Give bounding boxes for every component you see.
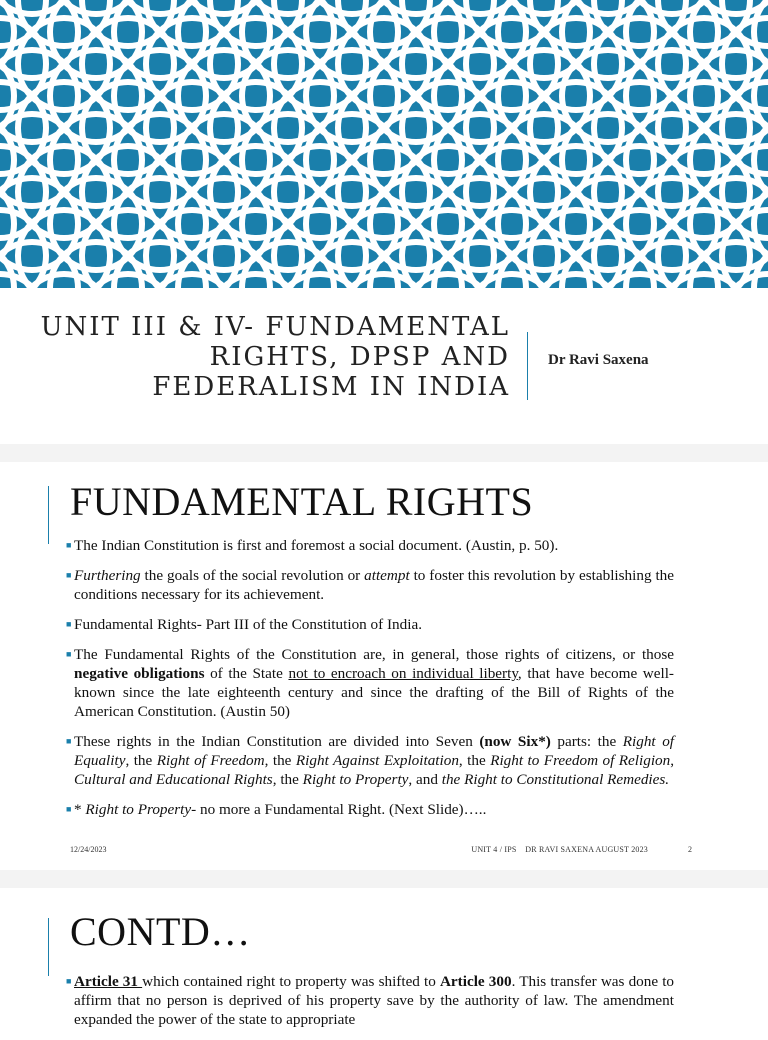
bullet-text: , the bbox=[125, 752, 157, 769]
pattern-ring bbox=[370, 242, 462, 288]
bullet-text: which contained right to property was shifted to bbox=[142, 973, 440, 990]
bullet-list bbox=[66, 536, 674, 830]
pattern-ring bbox=[530, 0, 622, 46]
pattern-ring bbox=[722, 18, 768, 110]
bullet-item bbox=[66, 972, 674, 1029]
title-banner bbox=[0, 0, 768, 288]
bullet-marker-icon: ■ bbox=[66, 804, 72, 814]
author-name: Dr Ravi Saxena bbox=[548, 352, 649, 368]
bullet-text: Article 31 bbox=[74, 973, 143, 990]
bullet-text: . This transfer was done to affirm that no person is deprived of his property save by the authority of law. The amendment expanded the power of the state to appropriate bbox=[74, 973, 675, 1028]
pattern-ring bbox=[210, 0, 302, 46]
bullet-text: attempt bbox=[364, 567, 410, 584]
pattern-ring bbox=[178, 242, 270, 288]
bullet-text: Right of Equality bbox=[74, 733, 675, 769]
bullet-text: not to encroach on individual liberty bbox=[288, 665, 518, 682]
bullet-item bbox=[66, 536, 674, 555]
presentation-title bbox=[30, 312, 510, 402]
bullet-text: the goals of the social revolution or bbox=[140, 567, 365, 584]
pattern-ring bbox=[18, 0, 110, 46]
bullet-text: Right to Property bbox=[302, 771, 409, 788]
slide-footer bbox=[0, 845, 768, 857]
bullet-text: (now Six*) bbox=[479, 733, 551, 750]
bullet-text: Fundamental Rights- Part III of the Constitution of India. bbox=[74, 616, 422, 633]
bullet-text: the Right to Constitutional Remedies. bbox=[441, 771, 670, 788]
pattern-ring bbox=[594, 0, 686, 46]
bullet-text: The Indian Constitution is first and foremost a social document. (Austin, p. 50). bbox=[74, 537, 559, 554]
bullet-marker-icon: ■ bbox=[66, 736, 72, 746]
bullet-text: , and bbox=[408, 771, 442, 788]
bullet-text: * bbox=[74, 801, 86, 818]
footer-page-number: 2 bbox=[688, 845, 692, 854]
title-divider bbox=[527, 332, 528, 400]
title-line-1: UNIT III & IV- FUNDAMENTAL bbox=[40, 312, 510, 342]
bullet-text: Furthering bbox=[74, 567, 141, 584]
pattern-ring bbox=[0, 146, 46, 238]
bullet-marker-icon: ■ bbox=[66, 976, 72, 986]
pattern-ring bbox=[242, 242, 334, 288]
slide-separator bbox=[0, 870, 768, 888]
pattern-ring bbox=[146, 0, 238, 46]
pattern-ring bbox=[562, 242, 654, 288]
pattern-ring bbox=[722, 82, 768, 174]
title-line-2: RIGHTS, DPSP AND bbox=[209, 342, 510, 372]
bullet-text: , the bbox=[272, 771, 303, 788]
bullet-text: , that have become well-known since the late eighteenth century and since the drafting of the Bill of Rights of the American Constitution. (Austin 50) bbox=[74, 665, 674, 720]
pattern-ring bbox=[466, 0, 558, 46]
title-line-3: FEDERALISM IN INDIA bbox=[152, 372, 510, 402]
bullet-text: These rights in the Indian Constitution are divided into Seven bbox=[74, 733, 480, 750]
heading-accent-bar bbox=[48, 918, 49, 976]
bullet-text: negative obligations bbox=[74, 665, 205, 682]
bullet-text: parts: the bbox=[550, 733, 623, 750]
pattern-ring bbox=[82, 0, 174, 46]
pattern-ring bbox=[338, 0, 430, 46]
slide-heading-contd: CONTD… bbox=[70, 909, 251, 954]
pattern-ring bbox=[0, 18, 46, 110]
bullet-text: to foster this revolution by establishing the conditions necessary for its achievement. bbox=[74, 567, 674, 603]
footer-course-author: UNIT 4 / IPS DR RAVI SAXENA AUGUST 2023 bbox=[471, 845, 648, 854]
footer-date: 12/24/2023 bbox=[70, 845, 107, 854]
bullet-text: Right to Property bbox=[85, 801, 192, 818]
pattern-ring bbox=[114, 242, 206, 288]
bullet-text: Right to Freedom of Religion bbox=[490, 752, 671, 769]
pattern-ring bbox=[306, 242, 398, 288]
bullet-text: - no more a Fundamental Right. (Next Slide)….. bbox=[191, 801, 487, 818]
slide-separator bbox=[0, 444, 768, 462]
pattern-ring bbox=[498, 242, 590, 288]
pattern-ring bbox=[658, 0, 750, 46]
bullet-item bbox=[66, 645, 674, 721]
bullet-text: Right Against Exploitation bbox=[295, 752, 459, 769]
pattern-ring bbox=[274, 0, 366, 46]
pattern-ring bbox=[50, 242, 142, 288]
circle-pattern bbox=[0, 0, 768, 288]
bullet-text: of the State bbox=[204, 665, 289, 682]
pattern-ring bbox=[722, 146, 768, 238]
bullet-text: , the bbox=[264, 752, 296, 769]
bullet-item bbox=[66, 615, 674, 634]
heading-accent-bar bbox=[48, 486, 49, 544]
bullet-text: The Fundamental Rights of the Constitution are, in general, those rights of citizens, or those bbox=[74, 646, 674, 663]
bullet-item bbox=[66, 566, 674, 604]
bullet-text: Cultural and Educational Rights bbox=[74, 771, 273, 788]
bullet-marker-icon: ■ bbox=[66, 540, 72, 550]
pattern-ring bbox=[0, 82, 46, 174]
slide-heading-fundamental-rights: FUNDAMENTAL RIGHTS bbox=[70, 479, 534, 524]
bullet-text: , the bbox=[458, 752, 491, 769]
bullet-marker-icon: ■ bbox=[66, 570, 72, 580]
bullet-item bbox=[66, 732, 674, 789]
bullet-list bbox=[66, 972, 674, 1040]
pattern-ring bbox=[626, 242, 718, 288]
pattern-ring bbox=[434, 242, 526, 288]
bullet-item bbox=[66, 800, 674, 819]
title-slide-text bbox=[0, 312, 768, 422]
bullet-text: , bbox=[670, 752, 675, 769]
bullet-marker-icon: ■ bbox=[66, 619, 72, 629]
bullet-text: Right of Freedom bbox=[156, 752, 265, 769]
bullet-text: Article 300 bbox=[439, 973, 512, 990]
bullet-marker-icon: ■ bbox=[66, 649, 72, 659]
pattern-ring bbox=[402, 0, 494, 46]
